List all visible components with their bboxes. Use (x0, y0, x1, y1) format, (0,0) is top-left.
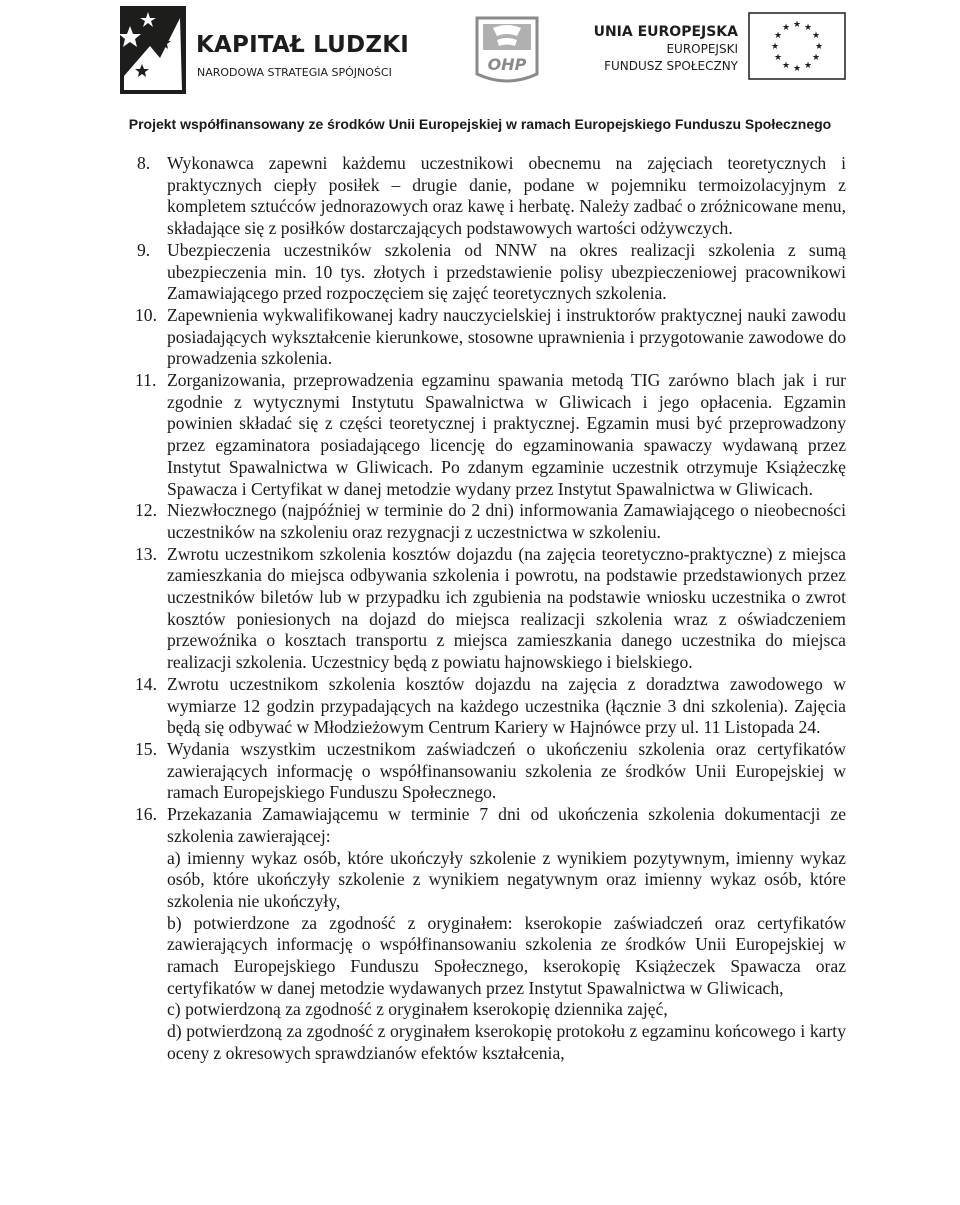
list-item-text: Wydania wszystkim uczestnikom zaświadczeń o ukończeniu szkolenia oraz certyfikatów zawierających informację o współfinansowaniu szkolenia ze środków Unii Europejskiej w ramach Europejskiego Funduszu Społecznego. (167, 738, 846, 803)
sub-item: d) potwierdzoną za zgodność z oryginałem kserokopię protokołu z egzaminu końcowego i karty oceny z okresowych sprawdzianów efektów kształcenia, (167, 1021, 846, 1063)
list-item (132, 500, 846, 543)
list-item-text: Niezwłocznego (najpóźniej w terminie do 2 dni) informowania Zamawiającego o nieobecności uczestników na szkoleniu oraz rezygnacji z uczestnictwa w szkoleniu. (167, 500, 846, 542)
list-item-text: Wykonawca zapewni każdemu uczestnikowi obecnemu na zajęciach teoretycznych i praktycznych ciepły posiłek – drugie danie, podane w pojemniku termoizolacyjnym z kompletem sztućców jednorazowych oraz kawę i herbatę. Należy zadbać o zróżnicowane menu, składające się z posiłków dostarczających podstawowych wartości odżywczych. (167, 153, 846, 239)
svg-text:★: ★ (814, 42, 824, 52)
ue-line-2: FUNDUSZ SPOŁECZNY (604, 59, 738, 73)
list-item-text: Przekazania Zamawiającemu w terminie 7 dni od ukończenia szkolenia dokumentacji ze szkolenia zawierającej: (167, 804, 846, 846)
list-item-number: 14. (135, 673, 157, 694)
sub-item: c) potwierdzoną za zgodność z oryginałem kserokopię dziennika zajęć, (167, 999, 668, 1020)
list-item-text: Ubezpieczenia uczestników szkolenia od NNW na okres realizacji szkolenia z sumą ubezpieczenia min. 10 tys. złotych i przedstawienie polisy ubezpieczeniowej pracownikowi Zamawiającego przed rozpoczęciem się zajęć teoretycznych szkolenia. (167, 239, 846, 304)
ohp-logo-icon (469, 14, 545, 86)
ue-line-1: EUROPEJSKI (666, 42, 738, 56)
svg-text:★: ★ (792, 20, 802, 30)
list-item (132, 305, 846, 370)
list-item (132, 739, 846, 804)
kapital-ludzki-subtitle: NARODOWA STRATEGIA SPÓJNOŚCI (197, 66, 392, 79)
svg-text:★: ★ (781, 61, 791, 71)
svg-text:★: ★ (811, 31, 821, 41)
list-item-number: 9. (137, 239, 151, 260)
eu-flag-icon (748, 12, 846, 80)
list-item (132, 240, 846, 305)
list-item-text: Zorganizowania, przeprowadzenia egzaminu spawania metodą TIG zarówno blach jak i rur zgodnie z wytycznymi Instytutu Spawalnictwa w Gliwicach i jego opłacenia. Egzamin powinien składać się z części teoretycznej i praktycznej. Egzamin musi być przeprowadzony przez egzaminatora posiadającego licencję do egzaminowania spawaczy wydawaną przez Instytut Spawalnictwa w Gliwicach. Po zdanym egzaminie uczestnik otrzymuje Książeczkę Spawacza i Certyfikat w danej metodzie wydany przez Instytut Spawalnictwa w Gliwicach. (167, 370, 846, 499)
list-item-number: 16. (135, 804, 157, 825)
kapital-ludzki-emblem-icon (120, 6, 186, 94)
svg-text:★: ★ (773, 53, 783, 63)
sub-item: a) imienny wykaz osób, które ukończyły szkolenie z wynikiem pozytywnym, imienny wykaz osób, które ukończyły szkolenie z wynikiem negatywnym oraz imienny wykaz osób, które szkolenia nie ukończyły, (167, 847, 846, 911)
sub-item: b) potwierdzone za zgodność z oryginałem: kserokopie zaświadczeń oraz certyfikatów zawierających informację o współfinansowaniu szkolenia ze środków Unii Europejskiej w ramach Europejskiego Funduszu Społecznego, kserokopię Książeczek Spawacza oraz certyfikatów w danej metodzie wydawanych przez Instytut Spawalnictwa w Gliwicach, (167, 912, 846, 998)
document-body (132, 153, 846, 1065)
list-item-text: Zwrotu uczestnikom szkolenia kosztów dojazdu (na zajęcia teoretyczno-praktyczne) z miejsca zamieszkania do miejsca odbywania szkolenia i powrotu, na podstawie przedstawionych przez uczestników biletów lub w przypadku ich zgubienia na podstawie wniosku uczestnika o zwrot kosztów poniesionych na dojazd do miejsca realizacji szkolenia wraz z oświadczeniem przewoźnika o kosztach transportu z miejsca zamieszkania danego uczestnika do miejsca realizacji szkolenia. Uczestnicy będą z powiatu hajnowskiego i bielskiego. (167, 543, 846, 673)
list-item-number: 13. (135, 543, 157, 564)
list-item-number: 8. (137, 153, 151, 173)
page-header (0, 0, 960, 145)
list-item-text: Zwrotu uczestnikom szkolenia kosztów dojazdu na zajęcia z doradztwa zawodowego w wymiarze 12 godzin przypadających na każdego uczestnika (łącznie 3 dni szkolenia). Zajęcia będą się odbywać w Młodzieżowym Centrum Kariery w Hajnówce przy ul. 11 Listopada 24. (167, 673, 846, 738)
svg-text:★: ★ (803, 61, 813, 71)
svg-text:★: ★ (792, 64, 802, 74)
list-item (132, 804, 846, 1064)
svg-text:★: ★ (803, 23, 813, 33)
list-item-number: 15. (135, 738, 157, 759)
list-item-text: Zapewnienia wykwalifikowanej kadry nauczycielskiej i instruktorów praktycznej nauki zawodu posiadających wykształcenie kierunkowe, stosowne uprawnienia i przygotowanie zawodowe do prowadzenia szkolenia. (167, 304, 846, 369)
list-item (132, 370, 846, 500)
list-item (132, 674, 846, 739)
list-item-number: 10. (135, 304, 157, 325)
ohp-label: OHP (487, 55, 527, 74)
list-item-number: 12. (135, 500, 157, 521)
ue-text-block (578, 23, 738, 75)
cofinancing-note: Projekt współfinansowany ze środków Unii Europejskiej w ramach Europejskiego Funduszu Społecznego (128, 116, 832, 132)
ue-title: UNIA EUROPEJSKA (593, 24, 738, 40)
svg-text:★: ★ (811, 53, 821, 63)
svg-text:★: ★ (781, 23, 791, 33)
kapital-ludzki-title: KAPITAŁ LUDZKI (196, 32, 409, 58)
svg-text:★: ★ (770, 42, 780, 52)
kapital-ludzki-logo (120, 6, 420, 96)
list-item (132, 544, 846, 674)
list-item (132, 153, 846, 240)
svg-text:★: ★ (773, 31, 783, 41)
list-item-number: 11. (135, 370, 157, 391)
